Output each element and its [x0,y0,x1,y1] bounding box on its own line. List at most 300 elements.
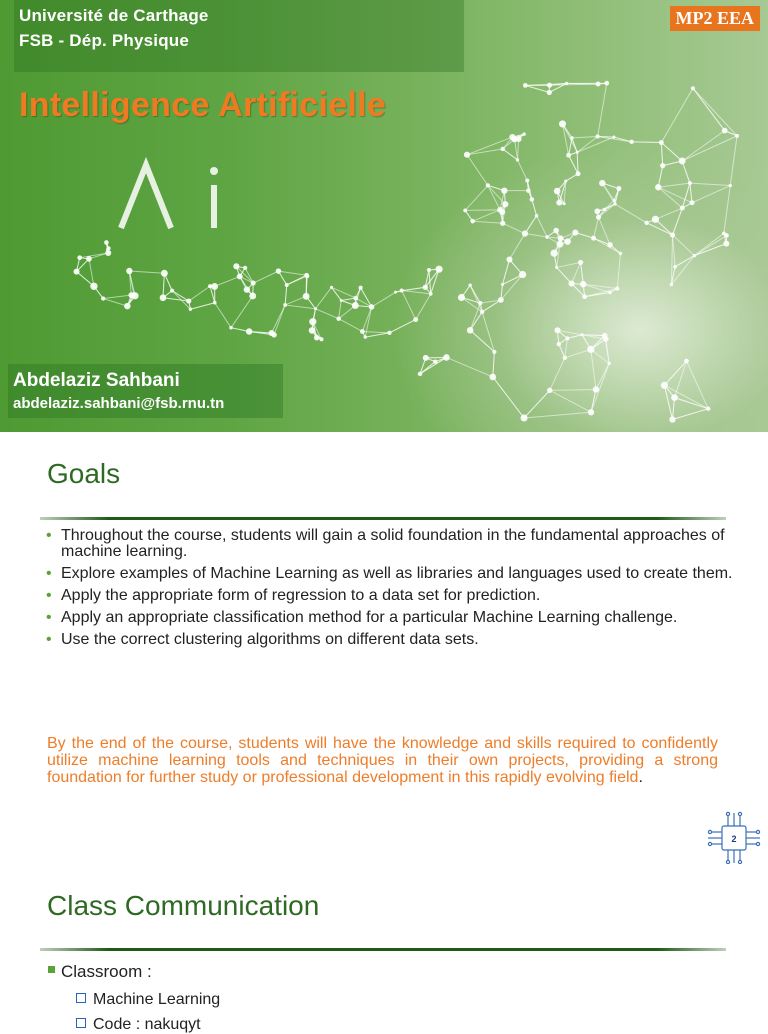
network-node [522,230,528,236]
network-node [132,292,136,296]
network-link [658,187,682,208]
network-link [658,183,690,187]
network-link [550,390,591,412]
network-link [372,292,396,307]
network-node [521,414,528,421]
network-node [394,291,397,294]
network-link [647,223,673,235]
network-link [339,300,342,318]
network-node [269,330,275,336]
network-link [431,269,439,294]
network-node [246,328,253,335]
network-node [547,90,552,95]
network-node [661,382,668,389]
network-node [285,283,289,287]
network-node [615,286,619,290]
network-node [688,181,692,185]
communication-slide [0,864,768,1024]
network-link [467,155,488,186]
network-node [576,151,579,154]
network-node [555,266,558,269]
network-node [418,372,423,377]
network-node [229,326,233,330]
goal-item: • Apply an appropriate classification method for a particular Machine Learning challenge. [44,610,734,626]
network-link [129,271,164,273]
network-node [669,416,675,422]
network-link [190,303,214,310]
network-node [189,308,192,311]
network-link [473,221,503,223]
network-link [693,88,725,130]
network-node [489,374,496,381]
network-link [525,85,549,92]
network-node [603,208,606,211]
network-node [581,333,584,336]
network-node [559,120,566,127]
network-node [554,188,561,195]
network-link [389,320,415,333]
network-node [160,294,167,301]
chip-page-number-icon [704,810,764,866]
network-link [565,338,568,357]
network-link [655,208,682,219]
network-node [309,318,316,325]
network-link [617,253,620,288]
network-node [526,188,530,192]
network-link [557,262,581,267]
network-node [211,283,218,290]
network-node [369,304,375,310]
network-link [189,286,210,301]
network-node [555,327,561,333]
network-link [673,235,695,256]
network-node [551,250,558,257]
network-node [101,296,105,300]
network-link [215,276,240,286]
network-link [693,88,737,136]
network-node [608,291,611,294]
network-link [315,287,331,308]
network-link [675,256,694,267]
bullet-dot-icon: • [46,588,52,604]
network-link [567,335,582,339]
network-node [613,199,616,202]
network-link [594,217,599,238]
bullet-dot-icon: • [46,632,52,648]
class-badge: MP2 EEA [670,6,761,31]
network-node [74,269,80,275]
network-node [480,310,484,314]
network-node [596,134,600,138]
network-node [77,255,82,260]
classroom-bullet: Classroom : [48,962,152,982]
bullet-dot-icon: • [46,610,52,626]
network-node [691,86,695,90]
network-node [427,268,431,272]
network-link [661,143,682,161]
network-node [126,268,132,274]
page-number: 2 [731,834,736,844]
network-node [523,83,528,88]
network-node [498,297,504,303]
network-link [730,136,737,186]
network-node [509,134,515,140]
network-link [402,291,416,320]
network-node [186,298,191,303]
network-node [244,286,250,292]
network-node [670,283,673,286]
network-link [664,361,686,385]
network-node [525,178,529,182]
network-link [503,149,518,160]
network-link [285,305,315,309]
network-link [525,216,537,234]
network-node [660,163,665,168]
network-link [163,273,164,297]
network-node [435,266,442,273]
network-node [604,81,609,86]
square-bullet-icon [48,966,55,973]
network-node [364,335,367,338]
network-link [682,161,690,183]
network-link [446,357,492,376]
network-node [251,280,256,285]
network-link [569,138,572,155]
network-node [565,336,569,340]
network-link [577,136,597,152]
network-node [314,307,317,310]
network-link [465,185,488,210]
author-name: Abdelaziz Sahbani [13,370,180,392]
network-node [613,202,616,205]
communication-heading: Class Communication [47,890,319,922]
network-node [283,303,287,307]
network-link [315,309,338,319]
network-link [598,136,614,137]
network-link [287,276,307,285]
network-node [659,140,664,145]
network-node [104,240,109,245]
network-node [557,342,561,346]
goals-heading: Goals [47,458,120,490]
network-node [359,286,363,290]
checkbox-bullet-icon [76,1018,86,1028]
network-node [568,281,574,287]
network-node [629,140,633,144]
network-node [501,187,507,193]
network-link [231,296,253,328]
network-node [596,215,601,220]
network-node [330,286,333,289]
network-node [499,209,505,215]
network-node [429,292,433,296]
network-link [532,199,537,215]
network-node [105,250,111,256]
network-link [686,361,708,409]
network-node [608,362,611,365]
network-link [518,139,519,160]
network-node [563,356,567,360]
network-node [519,271,526,278]
network-node [612,136,615,139]
network-link [583,284,617,288]
network-node [249,293,256,300]
title-slide [0,0,768,432]
network-node [547,388,552,393]
network-node [557,241,564,248]
network-node [566,153,571,158]
network-node [735,134,739,138]
network-link [215,303,231,328]
network-link [569,155,578,174]
network-node [501,147,505,151]
network-node [594,208,600,214]
network-node [501,283,504,286]
network-node [547,83,552,88]
goals-summary: By the end of the course, students will have the knowledge and skills required to confidently utilize machine learning tools and techniques in their own projects, providing a strong foundation for further study or professional development in this rapidly evolving field. [47,735,718,786]
goal-item: • Throughout the course, students will gain a solid foundation in the fundamental approaches of machine learning. [44,528,734,560]
network-node [522,132,525,135]
network-link [598,83,607,136]
network-link [557,267,572,283]
network-link [567,83,598,84]
network-node [233,263,239,269]
network-link [518,160,528,181]
goals-list [44,528,734,654]
network-link [285,285,287,305]
network-node [679,158,686,165]
network-node [596,82,601,87]
network-node [309,327,316,334]
network-link [594,238,621,253]
network-node [500,221,505,226]
network-node [303,293,310,300]
network-link [672,409,708,420]
network-link [467,149,503,155]
network-link [572,136,598,137]
network-node [336,316,341,321]
network-node [470,219,475,224]
network-link [661,88,693,142]
network-node [722,128,728,134]
goal-item: • Use the correct clustering algorithms on different data sets. [44,632,734,648]
network-node [319,337,323,341]
network-node [86,256,92,262]
classroom-sub-item: Code : nakuqyt [76,1016,201,1034]
network-link [550,358,565,391]
network-node [535,214,539,218]
network-link [559,344,565,358]
network-node [423,355,429,361]
network-link [673,208,683,235]
bullet-dot-icon: • [46,566,52,582]
network-node [684,359,689,364]
network-link [524,390,550,418]
network-node [90,283,97,290]
network-link [615,204,647,223]
network-node [463,208,467,212]
network-node [572,230,578,236]
author-email: abdelaziz.sahbani@fsb.rnu.tn [13,395,224,412]
goal-item: • Apply the appropriate form of regression to a data set for prediction. [44,588,734,604]
network-node [243,266,247,270]
network-node [170,289,174,293]
department-name: FSB - Dép. Physique [19,31,189,51]
network-link [682,131,725,161]
network-node [582,294,587,299]
network-link [673,235,676,267]
network-link [550,389,596,390]
network-node [602,333,608,339]
network-node [502,201,508,207]
network-link [577,137,614,152]
network-node [680,206,685,211]
ai-logo-icon [116,160,226,230]
network-node [314,335,320,341]
network-node [478,301,482,305]
network-node [276,268,281,273]
network-node [655,184,661,190]
network-node [352,302,359,309]
network-link [682,136,737,161]
network-node [693,254,696,257]
network-node [729,184,732,187]
network-link [493,352,495,377]
network-node [671,394,678,401]
network-link [690,183,730,185]
network-node [607,242,612,247]
network-node [563,202,566,205]
network-link [525,234,547,237]
network-node [673,265,677,269]
network-node [556,200,562,206]
network-link [581,262,584,284]
network-node [616,186,621,191]
network-link [524,412,591,418]
network-link [473,210,500,221]
network-link [103,299,127,307]
network-node [619,252,622,255]
network-node [107,246,111,250]
network-link [402,291,431,294]
network-node [492,350,496,354]
network-link [503,223,525,233]
network-link [278,271,306,275]
network-node [593,386,599,392]
network-node [564,179,567,182]
network-node [690,200,695,205]
goal-item: • Explore examples of Machine Learning as well as libraries and languages used to create them. [44,566,734,582]
network-node [530,197,535,202]
network-node [570,136,574,140]
network-node [423,285,428,290]
network-node [652,216,659,223]
network-link [661,143,662,166]
network-node [506,256,512,262]
network-link [103,295,131,298]
network-node [706,407,710,411]
network-node [564,238,571,245]
network-node [237,273,243,279]
network-node [353,296,358,301]
network-node [580,281,586,287]
network-link [493,377,524,418]
network-node [724,233,728,237]
network-link [664,385,708,408]
network-node [565,82,568,85]
network-link [558,330,583,334]
network-node [433,359,437,363]
course-title: Intelligence Artificielle [19,86,386,125]
network-node [644,221,648,225]
network-node [545,235,549,239]
network-node [387,331,391,335]
network-node [576,171,581,176]
network-node [578,260,583,265]
goals-slide [0,432,768,864]
network-node [413,317,418,322]
network-link [339,319,363,332]
bullet-dot-icon: • [46,528,52,544]
classroom-sub-item: Machine Learning [76,991,220,1009]
network-link [671,235,672,285]
network-node [124,303,130,309]
network-node [360,329,365,334]
network-node [213,301,217,305]
network-link [632,142,662,143]
network-node [486,183,490,187]
network-node [516,158,519,161]
network-node [340,299,343,302]
network-node [443,354,450,361]
network-link [272,305,286,333]
network-node [161,270,168,277]
network-node [468,284,471,287]
heading-divider [40,517,726,520]
network-node [591,236,596,241]
network-node [588,409,594,415]
network-link [465,210,500,211]
network-link [724,186,730,234]
network-link [591,349,596,389]
network-link [365,333,389,337]
heading-divider [40,948,726,951]
network-link [565,349,591,357]
university-name: Université de Carthage [19,6,209,26]
network-link [509,234,524,260]
network-link [692,186,730,203]
network-node [599,180,605,186]
network-link [416,294,431,320]
network-node [400,289,404,293]
network-node [458,294,465,301]
network-link [402,287,426,290]
network-link [658,187,692,203]
network-node [723,241,729,247]
network-node [558,235,564,241]
network-node [467,327,474,334]
checkbox-bullet-icon [76,993,86,1003]
network-node [553,228,559,234]
network-node [305,274,310,279]
network-link [503,260,510,285]
network-link [690,183,692,203]
network-link [572,262,581,283]
network-link [658,166,662,188]
network-link [537,216,547,237]
network-node [587,346,594,353]
network-link [577,152,578,173]
